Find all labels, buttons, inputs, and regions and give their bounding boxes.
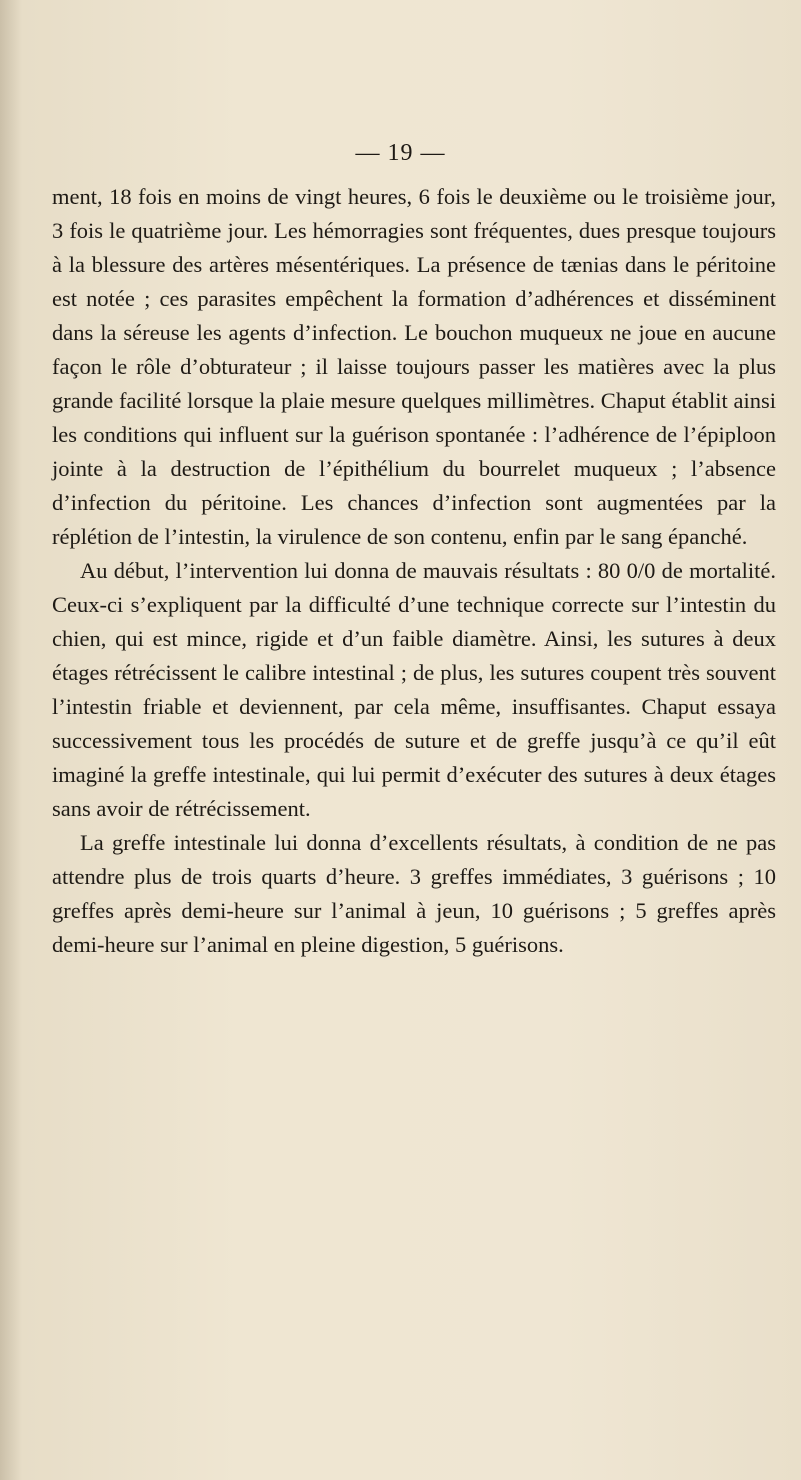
body-text: [52, 180, 776, 962]
paragraph-2: Au début, l’intervention lui donna de mauvais résultats : 80 0/0 de mortalité. Ceux-ci s’expliquent par la difficulté d’une technique correcte sur l’intestin du chien, qui est mince, rigide et d’un faible diamètre. Ainsi, les sutures à deux étages rétrécissent le calibre intestinal ; de plus, les sutures coupent très souvent l’intestin friable et deviennent, par cela même, insuffisantes. Chaput essaya successivement tous les procédés de suture et de greffe jusqu’à ce qu’il eût imaginé la greffe intestinale, qui lui permit d’exécuter des sutures à deux étages sans avoir de rétrécissement.: [52, 558, 776, 821]
paragraph-3: La greffe intestinale lui donna d’excellents résultats, à condition de ne pas attendre plus de trois quarts d’heure. 3 greffes immédiates, 3 guérisons ; 10 greffes après demi-heure sur l’animal à jeun, 10 guérisons ; 5 greffes après demi-heure sur l’animal en pleine digestion, 5 guérisons.: [52, 830, 776, 957]
page-edge-shadow: [0, 0, 22, 1480]
paragraph-1: ment, 18 fois en moins de vingt heures, 6 fois le deuxième ou le troisième jour, 3 fois le quatrième jour. Les hémorragies sont fréquentes, dues presque toujours à la blessure des artères mésentériques. La présence de tænias dans le péritoine est notée ; ces parasites empêchent la formation d’adhérences et disséminent dans la séreuse les agents d’infection. Le bouchon muqueux ne joue en aucune façon le rôle d’obturateur ; il laisse toujours passer les matières avec la plus grande facilité lorsque la plaie mesure quelques millimètres. Chaput établit ainsi les conditions qui influent sur la guérison spontanée : l’adhérence de l’épiploon jointe à la destruction de l’épithélium du bourrelet muqueux ; l’absence d’infection du péritoine. Les chances d’infection sont augmentées par la réplétion de l’intestin, la virulence de son contenu, enfin par le sang épanché.: [52, 184, 776, 549]
page-number: — 19 —: [355, 140, 446, 166]
